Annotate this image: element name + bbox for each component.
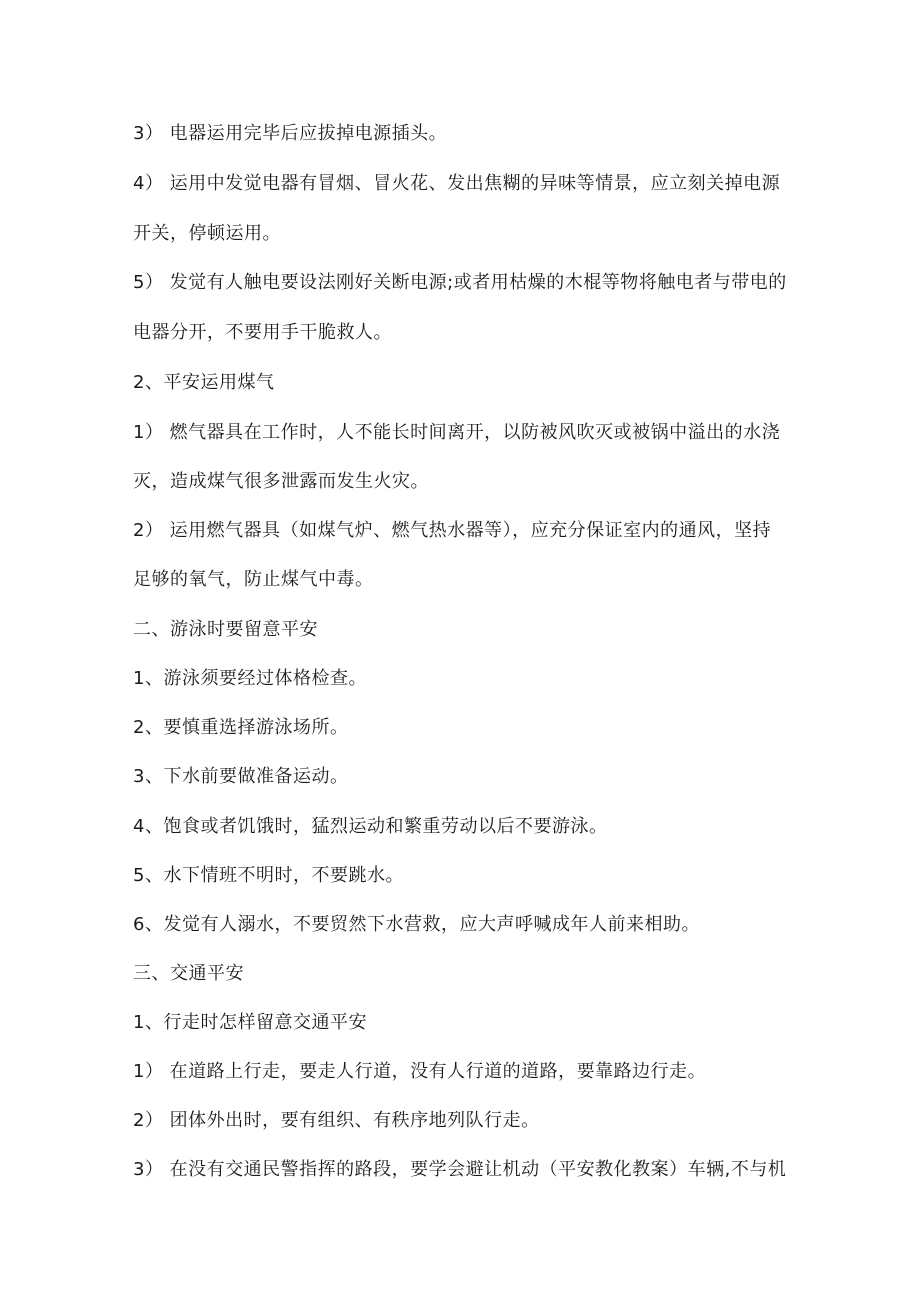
section-heading: 二、游泳时要留意平安 <box>133 619 318 640</box>
text-line: 3） 在没有交通民警指挥的路段，要学会避让机动（平安教化教案）车辆,不与机 <box>133 1159 787 1180</box>
text-line: 1、游泳须要经过体格检查。 <box>133 668 367 689</box>
text-line: 2） 团体外出时，要有组织、有秩序地列队行走。 <box>133 1110 540 1131</box>
text-line: 4） 运用中发觉电器有冒烟、冒火花、发出焦糊的异味等情景，应立刻关掉电源 <box>133 173 781 194</box>
text-line: 3） 电器运用完毕后应拔掉电源插头。 <box>133 123 448 144</box>
section-heading: 三、交通平安 <box>133 963 244 984</box>
text-line: 5、水下情班不明时，不要跳水。 <box>133 865 404 886</box>
text-line: 1） 燃气器具在工作时，人不能长时间离开，以防被风吹灭或被锅中溢出的水浇 <box>133 422 781 443</box>
section-heading: 2、平安运用煤气 <box>133 372 275 393</box>
text-line: 6、发觉有人溺水，不要贸然下水营救，应大声呼喊成年人前来相助。 <box>133 914 700 935</box>
section-heading: 1、行走时怎样留意交通平安 <box>133 1012 367 1033</box>
text-line: 3、下水前要做准备运动。 <box>133 766 349 787</box>
text-line: 灭，造成煤气很多泄露而发生火灾。 <box>133 471 429 492</box>
text-line: 足够的氧气，防止煤气中毒。 <box>133 569 374 590</box>
text-line: 电器分开，不要用手干脆救人。 <box>133 322 392 343</box>
text-line: 5） 发觉有人触电要设法刚好关断电源;或者用枯燥的木棍等物将触电者与带电的 <box>133 272 787 293</box>
text-line: 2、要慎重选择游泳场所。 <box>133 717 349 738</box>
text-line: 开关，停顿运用。 <box>133 223 281 244</box>
text-line: 4、饱食或者饥饿时，猛烈运动和繁重劳动以后不要游泳。 <box>133 816 608 837</box>
text-line: 2） 运用燃气器具（如煤气炉、燃气热水器等），应充分保证室内的通风，坚持 <box>133 520 772 541</box>
text-line: 1） 在道路上行走，要走人行道，没有人行道的道路，要靠路边行走。 <box>133 1061 707 1082</box>
